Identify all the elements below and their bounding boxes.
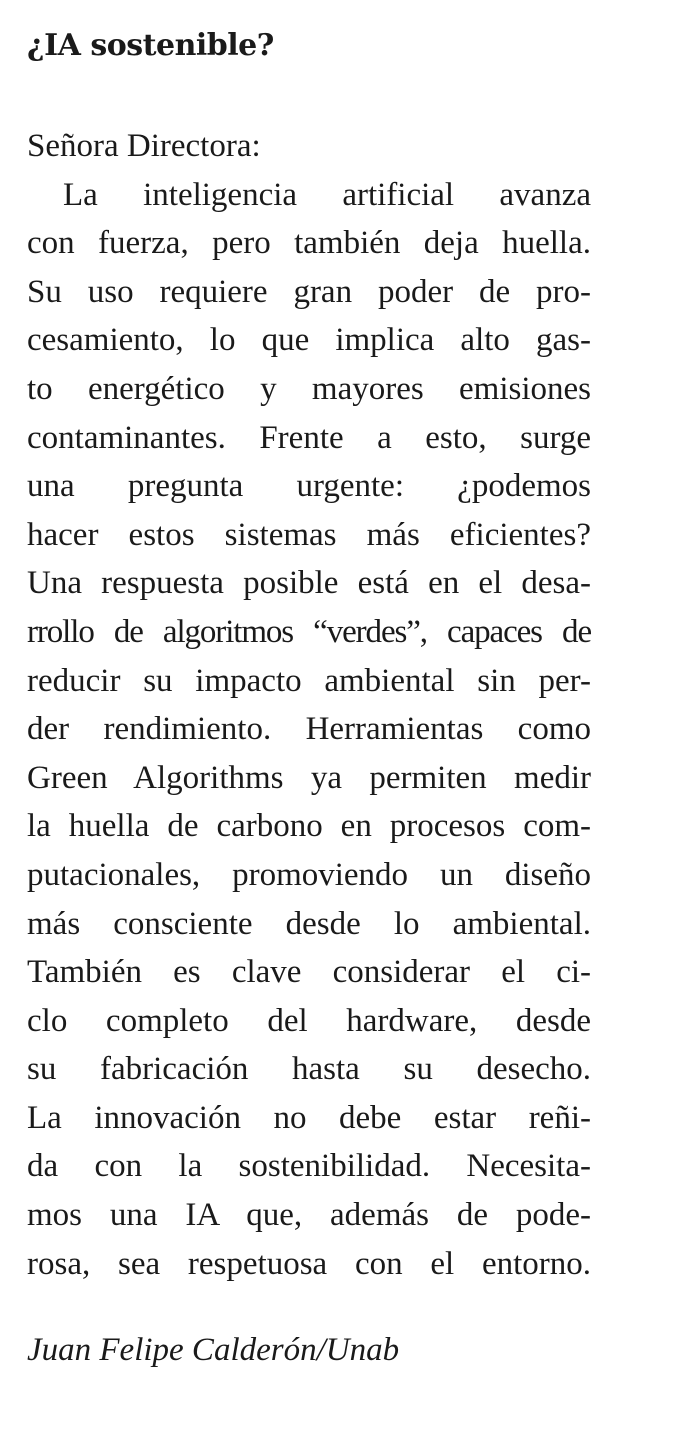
body-line: rosa, sea respetuosa con el entorno. <box>27 1245 591 1282</box>
signature: Juan Felipe Calderón/Unab <box>27 1332 400 1369</box>
body-line: cesamiento, lo que implica alto gas- <box>27 322 591 359</box>
body-line: La inteligencia artificial avanza <box>63 176 591 213</box>
body-line: con fuerza, pero también deja huella. <box>27 225 591 262</box>
body-line: da con la sostenibilidad. Necesita- <box>27 1148 591 1185</box>
body-line: La innovación no debe estar reñi- <box>27 1099 591 1136</box>
salutation: Señora Directora: <box>27 128 261 164</box>
body-line: reducir su impacto ambiental sin per- <box>27 662 591 699</box>
body-line: contaminantes. Frente a esto, surge <box>27 419 591 456</box>
body-line: También es clave considerar el ci- <box>27 954 591 991</box>
body-line: la huella de carbono en procesos com- <box>27 808 591 845</box>
body-line: putacionales, promoviendo un diseño <box>27 856 591 893</box>
letter-to-editor <box>27 20 591 1374</box>
body-line: to energético y mayores emisiones <box>27 370 591 407</box>
body-line: Una respuesta posible está en el desa- <box>27 565 591 602</box>
body-line: Su uso requiere gran poder de pro- <box>27 273 591 310</box>
body-line: más consciente desde lo ambiental. <box>27 905 591 942</box>
body-line: hacer estos sistemas más eficientes? <box>27 516 591 553</box>
letter-title: ¿IA sostenible? <box>27 28 274 63</box>
body-line: rrollo de algoritmos “verdes”, capaces de <box>27 613 591 650</box>
body-line: una pregunta urgente: ¿podemos <box>27 468 591 505</box>
body-line: der rendimiento. Herramientas como <box>27 711 591 748</box>
body-line: su fabricación hasta su desecho. <box>27 1051 591 1088</box>
body-line: mos una IA que, además de pode- <box>27 1197 591 1234</box>
letter-body <box>27 171 591 1289</box>
body-line: Green Algorithms ya permiten medir <box>27 759 591 796</box>
body-line: clo completo del hardware, desde <box>27 1002 591 1039</box>
